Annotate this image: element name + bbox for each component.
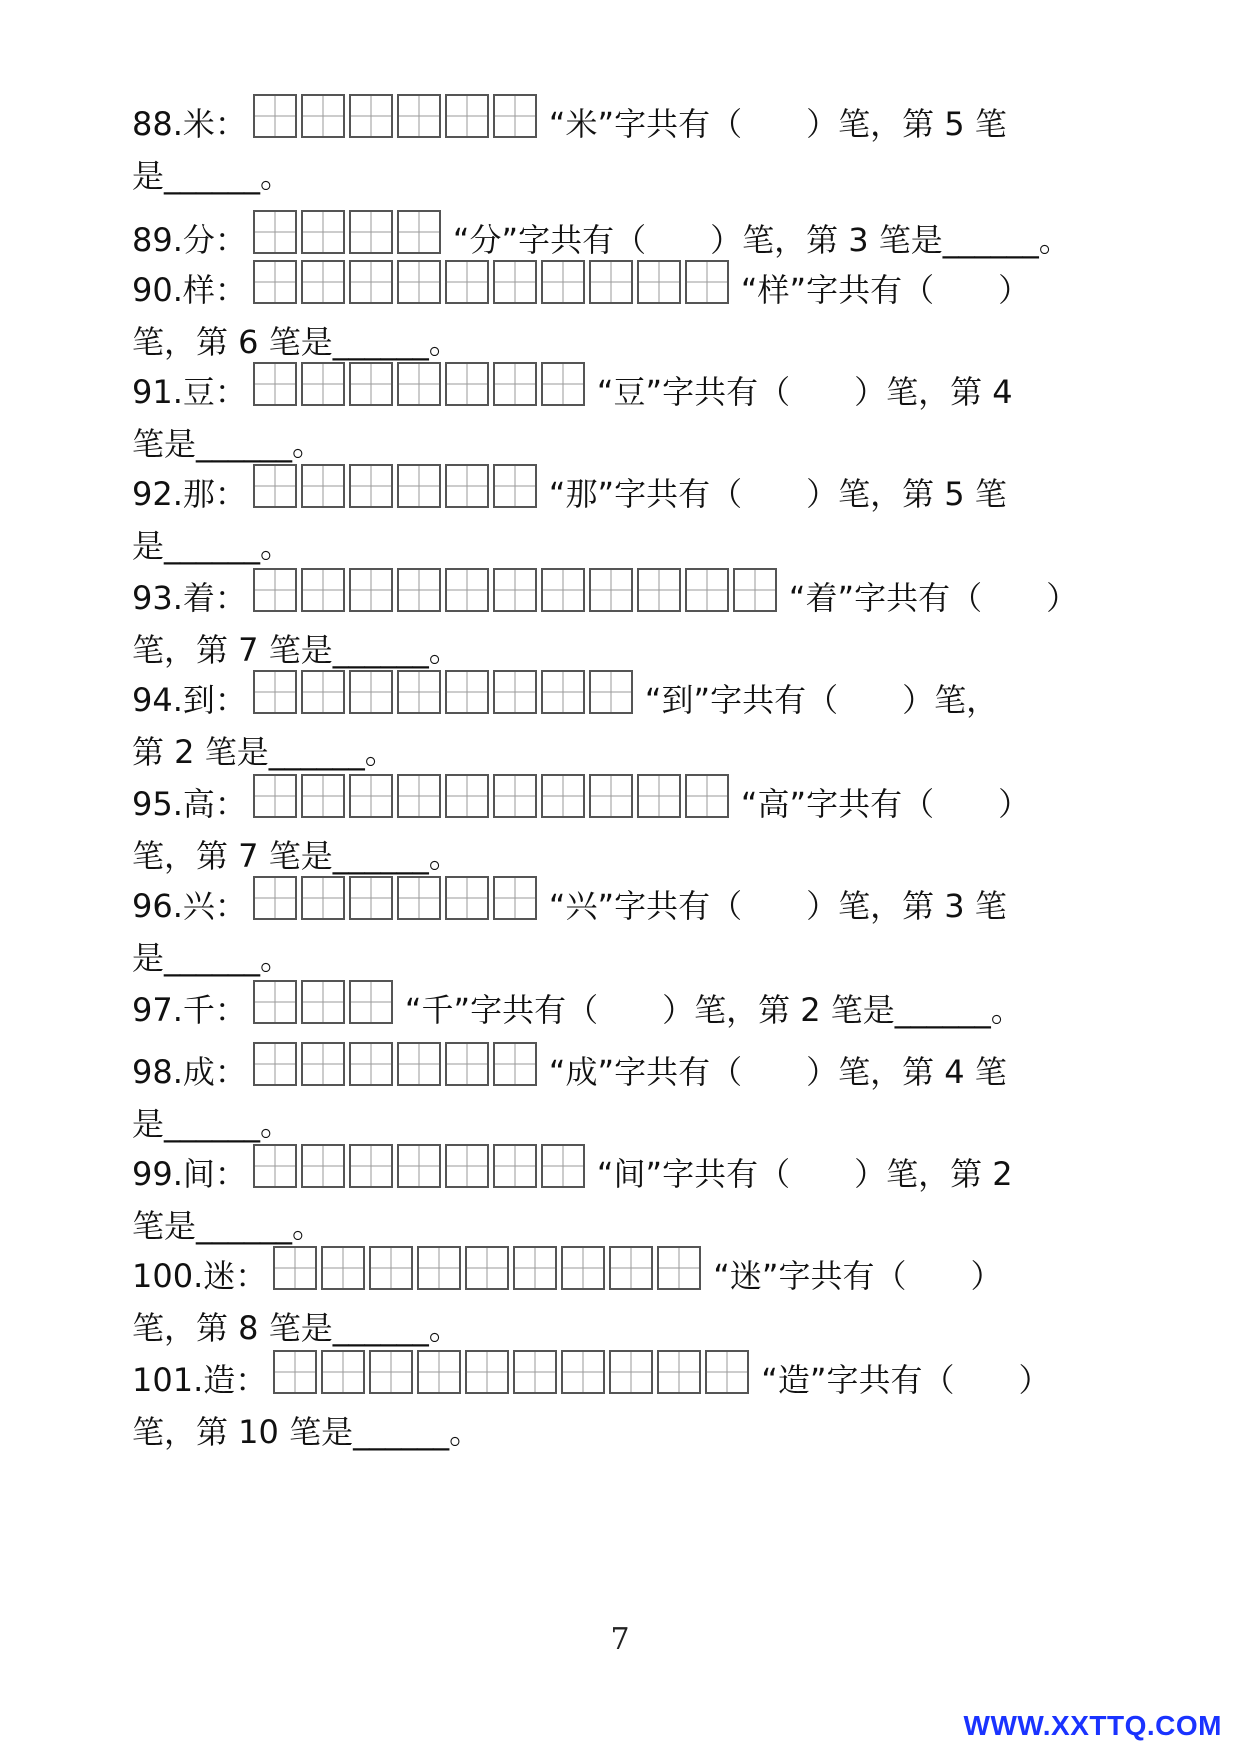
colon-separator: ： — [214, 1155, 247, 1193]
writing-cell[interactable] — [253, 362, 297, 406]
writing-cell[interactable] — [349, 464, 393, 508]
writing-cell[interactable] — [637, 260, 681, 304]
colon-separator: ： — [214, 887, 247, 925]
writing-cell[interactable] — [273, 1350, 317, 1394]
target-character: 高 — [182, 785, 215, 823]
writing-cell[interactable] — [301, 362, 345, 406]
question-line — [132, 572, 1112, 624]
question-item — [132, 778, 1112, 882]
writing-cell[interactable] — [445, 670, 489, 714]
question-line — [132, 778, 1112, 830]
writing-cell[interactable] — [301, 774, 345, 818]
question-text: “样”字共有（ ） — [740, 271, 1031, 309]
writing-cell[interactable] — [493, 1042, 537, 1086]
colon-separator: ： — [214, 785, 247, 823]
question-text: “着”字共有（ ） — [788, 579, 1079, 617]
writing-cell[interactable] — [397, 260, 441, 304]
question-item — [132, 264, 1112, 368]
question-text: “成”字共有（ ）笔，第 4 笔 — [548, 1053, 1007, 1091]
writing-cell[interactable] — [397, 464, 441, 508]
writing-cell[interactable] — [589, 568, 633, 612]
writing-cell[interactable] — [349, 362, 393, 406]
stroke-writing-grid — [273, 1350, 753, 1394]
question-number: 88. — [132, 105, 183, 143]
page-number: 7 — [610, 1622, 630, 1657]
target-character: 米 — [182, 105, 215, 143]
question-text: “迷”字共有（ ） — [713, 1257, 1003, 1295]
question-item — [132, 572, 1112, 676]
question-text: “造”字共有（ ） — [761, 1361, 1051, 1399]
question-line — [132, 214, 1112, 266]
writing-cell[interactable] — [685, 774, 729, 818]
question-line — [132, 366, 1112, 418]
writing-cell[interactable] — [561, 1246, 605, 1290]
question-continuation: 笔，第 10 笔是______。 — [132, 1413, 482, 1451]
writing-cell[interactable] — [493, 876, 537, 920]
question-text: “兴”字共有（ ）笔，第 3 笔 — [548, 887, 1007, 925]
writing-cell[interactable] — [445, 774, 489, 818]
colon-separator: ： — [214, 991, 247, 1029]
target-character: 那 — [182, 475, 215, 513]
colon-separator: ： — [214, 579, 247, 617]
writing-cell[interactable] — [493, 568, 537, 612]
target-character: 兴 — [182, 887, 215, 925]
writing-cell[interactable] — [301, 94, 345, 138]
question-text: “那”字共有（ ）笔，第 5 笔 — [548, 475, 1007, 513]
writing-cell[interactable] — [397, 774, 441, 818]
writing-cell[interactable] — [253, 980, 297, 1024]
question-text: “千”字共有（ ）笔，第 2 笔是______。 — [404, 991, 1023, 1029]
writing-cell[interactable] — [349, 1144, 393, 1188]
writing-cell[interactable] — [445, 362, 489, 406]
question-number: 97. — [132, 991, 183, 1029]
question-item — [132, 366, 1112, 470]
writing-cell[interactable] — [349, 94, 393, 138]
writing-cell[interactable] — [541, 1144, 585, 1188]
writing-cell[interactable] — [253, 1144, 297, 1188]
question-text: “米”字共有（ ）笔，第 5 笔 — [548, 105, 1007, 143]
writing-cell[interactable] — [445, 464, 489, 508]
question-number: 91. — [132, 373, 183, 411]
writing-cell[interactable] — [541, 568, 585, 612]
writing-cell[interactable] — [397, 670, 441, 714]
writing-cell[interactable] — [349, 1042, 393, 1086]
target-character: 迷 — [203, 1257, 236, 1295]
stroke-writing-grid — [253, 94, 541, 138]
writing-cell[interactable] — [445, 1042, 489, 1086]
question-item — [132, 98, 1112, 202]
question-number: 96. — [132, 887, 183, 925]
writing-cell[interactable] — [397, 876, 441, 920]
question-text: “高”字共有（ ） — [740, 785, 1031, 823]
question-continuation: 是______。 — [132, 1105, 293, 1143]
question-continuation: 是______。 — [132, 157, 293, 195]
writing-cell[interactable] — [349, 876, 393, 920]
target-character: 造 — [203, 1361, 236, 1399]
writing-cell[interactable] — [321, 1350, 365, 1394]
stroke-writing-grid — [253, 260, 733, 304]
writing-cell[interactable] — [493, 670, 537, 714]
question-continuation: 第 2 笔是______。 — [132, 733, 397, 771]
question-continuation: 笔，第 6 笔是______。 — [132, 323, 461, 361]
writing-cell[interactable] — [301, 464, 345, 508]
question-text: “分”字共有（ ）笔，第 3 笔是______。 — [452, 221, 1071, 259]
question-item — [132, 674, 1112, 778]
writing-cell[interactable] — [417, 1246, 461, 1290]
writing-cell[interactable] — [541, 362, 585, 406]
writing-cell[interactable] — [397, 1144, 441, 1188]
question-line — [132, 1250, 1112, 1302]
writing-cell[interactable] — [253, 260, 297, 304]
question-text: “间”字共有（ ）笔，第 2 — [596, 1155, 1013, 1193]
question-line — [132, 1046, 1112, 1098]
writing-cell[interactable] — [369, 1246, 413, 1290]
writing-cell[interactable] — [493, 774, 537, 818]
writing-cell[interactable] — [445, 568, 489, 612]
writing-cell[interactable] — [657, 1246, 701, 1290]
question-item — [132, 880, 1112, 984]
writing-cell[interactable] — [733, 568, 777, 612]
writing-cell[interactable] — [349, 568, 393, 612]
writing-cell[interactable] — [397, 568, 441, 612]
writing-cell[interactable] — [445, 1144, 489, 1188]
writing-cell[interactable] — [513, 1350, 557, 1394]
colon-separator: ： — [214, 475, 247, 513]
target-character: 到 — [182, 681, 215, 719]
colon-separator: ： — [214, 105, 247, 143]
stroke-writing-grid — [253, 210, 445, 254]
writing-cell[interactable] — [349, 260, 393, 304]
writing-cell[interactable] — [541, 670, 585, 714]
stroke-writing-grid — [253, 1042, 541, 1086]
question-text: “豆”字共有（ ）笔，第 4 — [596, 373, 1013, 411]
question-number: 95. — [132, 785, 183, 823]
stroke-writing-grid — [253, 774, 733, 818]
question-number: 99. — [132, 1155, 183, 1193]
target-character: 豆 — [182, 373, 215, 411]
colon-separator: ： — [214, 681, 247, 719]
writing-cell[interactable] — [417, 1350, 461, 1394]
question-line — [132, 880, 1112, 932]
writing-cell[interactable] — [301, 876, 345, 920]
target-character: 着 — [182, 579, 215, 617]
writing-cell[interactable] — [445, 94, 489, 138]
writing-cell[interactable] — [685, 260, 729, 304]
question-item — [132, 214, 1112, 266]
question-line — [132, 1354, 1112, 1406]
writing-cell[interactable] — [253, 774, 297, 818]
writing-cell[interactable] — [349, 980, 393, 1024]
writing-cell[interactable] — [513, 1246, 557, 1290]
writing-cell[interactable] — [541, 260, 585, 304]
question-number: 92. — [132, 475, 183, 513]
writing-cell[interactable] — [349, 210, 393, 254]
writing-cell[interactable] — [445, 260, 489, 304]
writing-cell[interactable] — [349, 670, 393, 714]
colon-separator: ： — [214, 1053, 247, 1091]
writing-cell[interactable] — [253, 670, 297, 714]
colon-separator: ： — [214, 221, 247, 259]
writing-cell[interactable] — [705, 1350, 749, 1394]
colon-separator: ： — [235, 1361, 268, 1399]
site-watermark: WWW.XXTTQ.COM — [963, 1710, 1222, 1741]
writing-cell[interactable] — [253, 94, 297, 138]
writing-cell[interactable] — [397, 1042, 441, 1086]
question-number: 101. — [132, 1361, 204, 1399]
writing-cell[interactable] — [657, 1350, 701, 1394]
writing-cell[interactable] — [253, 568, 297, 612]
writing-cell[interactable] — [493, 260, 537, 304]
question-line — [132, 984, 1112, 1036]
writing-cell[interactable] — [253, 210, 297, 254]
question-line — [132, 98, 1112, 150]
writing-cell[interactable] — [301, 210, 345, 254]
question-item — [132, 1354, 1112, 1458]
stroke-writing-grid — [253, 464, 541, 508]
writing-cell[interactable] — [589, 260, 633, 304]
writing-cell[interactable] — [445, 876, 489, 920]
writing-cell[interactable] — [637, 774, 681, 818]
writing-cell[interactable] — [685, 568, 729, 612]
writing-cell[interactable] — [301, 1042, 345, 1086]
writing-cell[interactable] — [541, 774, 585, 818]
question-text: “到”字共有（ ）笔， — [644, 681, 999, 719]
writing-cell[interactable] — [493, 362, 537, 406]
writing-cell[interactable] — [397, 210, 441, 254]
writing-cell[interactable] — [493, 1144, 537, 1188]
writing-cell[interactable] — [465, 1350, 509, 1394]
writing-cell[interactable] — [397, 362, 441, 406]
question-line — [132, 1148, 1112, 1200]
writing-cell[interactable] — [253, 876, 297, 920]
question-continuation: 笔是______。 — [132, 425, 325, 463]
question-continuation: 笔，第 7 笔是______。 — [132, 837, 461, 875]
question-line — [132, 674, 1112, 726]
stroke-writing-grid — [253, 568, 781, 612]
writing-cell[interactable] — [397, 94, 441, 138]
writing-cell[interactable] — [273, 1246, 317, 1290]
writing-cell[interactable] — [609, 1246, 653, 1290]
writing-cell[interactable] — [369, 1350, 413, 1394]
question-item — [132, 1250, 1112, 1354]
question-continuation: 笔，第 8 笔是______。 — [132, 1309, 461, 1347]
question-item — [132, 468, 1112, 572]
question-item — [132, 1148, 1112, 1252]
stroke-writing-grid — [253, 1144, 589, 1188]
writing-cell[interactable] — [301, 670, 345, 714]
writing-cell[interactable] — [321, 1246, 365, 1290]
question-item — [132, 984, 1112, 1036]
writing-cell[interactable] — [301, 260, 345, 304]
target-character: 成 — [182, 1053, 215, 1091]
writing-cell[interactable] — [301, 980, 345, 1024]
writing-cell[interactable] — [589, 670, 633, 714]
colon-separator: ： — [214, 373, 247, 411]
target-character: 间 — [182, 1155, 215, 1193]
question-line — [132, 264, 1112, 316]
colon-separator: ： — [214, 271, 247, 309]
question-continuation: 笔，第 7 笔是______。 — [132, 631, 461, 669]
stroke-writing-grid — [253, 876, 541, 920]
writing-cell[interactable] — [637, 568, 681, 612]
writing-cell[interactable] — [301, 1144, 345, 1188]
question-continuation: 笔是______。 — [132, 1207, 325, 1245]
stroke-writing-grid — [273, 1246, 705, 1290]
question-continuation: 是______。 — [132, 527, 293, 565]
stroke-writing-grid — [253, 362, 589, 406]
question-line — [132, 468, 1112, 520]
writing-cell[interactable] — [465, 1246, 509, 1290]
stroke-writing-grid — [253, 670, 637, 714]
writing-cell[interactable] — [301, 568, 345, 612]
question-number: 94. — [132, 681, 183, 719]
stroke-writing-grid — [253, 980, 397, 1024]
writing-cell[interactable] — [253, 1042, 297, 1086]
writing-cell[interactable] — [493, 94, 537, 138]
writing-cell[interactable] — [589, 774, 633, 818]
question-number: 89. — [132, 221, 183, 259]
target-character: 分 — [182, 221, 215, 259]
writing-cell[interactable] — [493, 464, 537, 508]
writing-cell[interactable] — [609, 1350, 653, 1394]
writing-cell[interactable] — [349, 774, 393, 818]
target-character: 千 — [182, 991, 215, 1029]
writing-cell[interactable] — [561, 1350, 605, 1394]
question-continuation: 是______。 — [132, 939, 293, 977]
question-number: 100. — [132, 1257, 204, 1295]
question-number: 90. — [132, 271, 183, 309]
target-character: 样 — [182, 271, 215, 309]
writing-cell[interactable] — [253, 464, 297, 508]
colon-separator: ： — [235, 1257, 268, 1295]
question-number: 98. — [132, 1053, 183, 1091]
question-number: 93. — [132, 579, 183, 617]
question-item — [132, 1046, 1112, 1150]
